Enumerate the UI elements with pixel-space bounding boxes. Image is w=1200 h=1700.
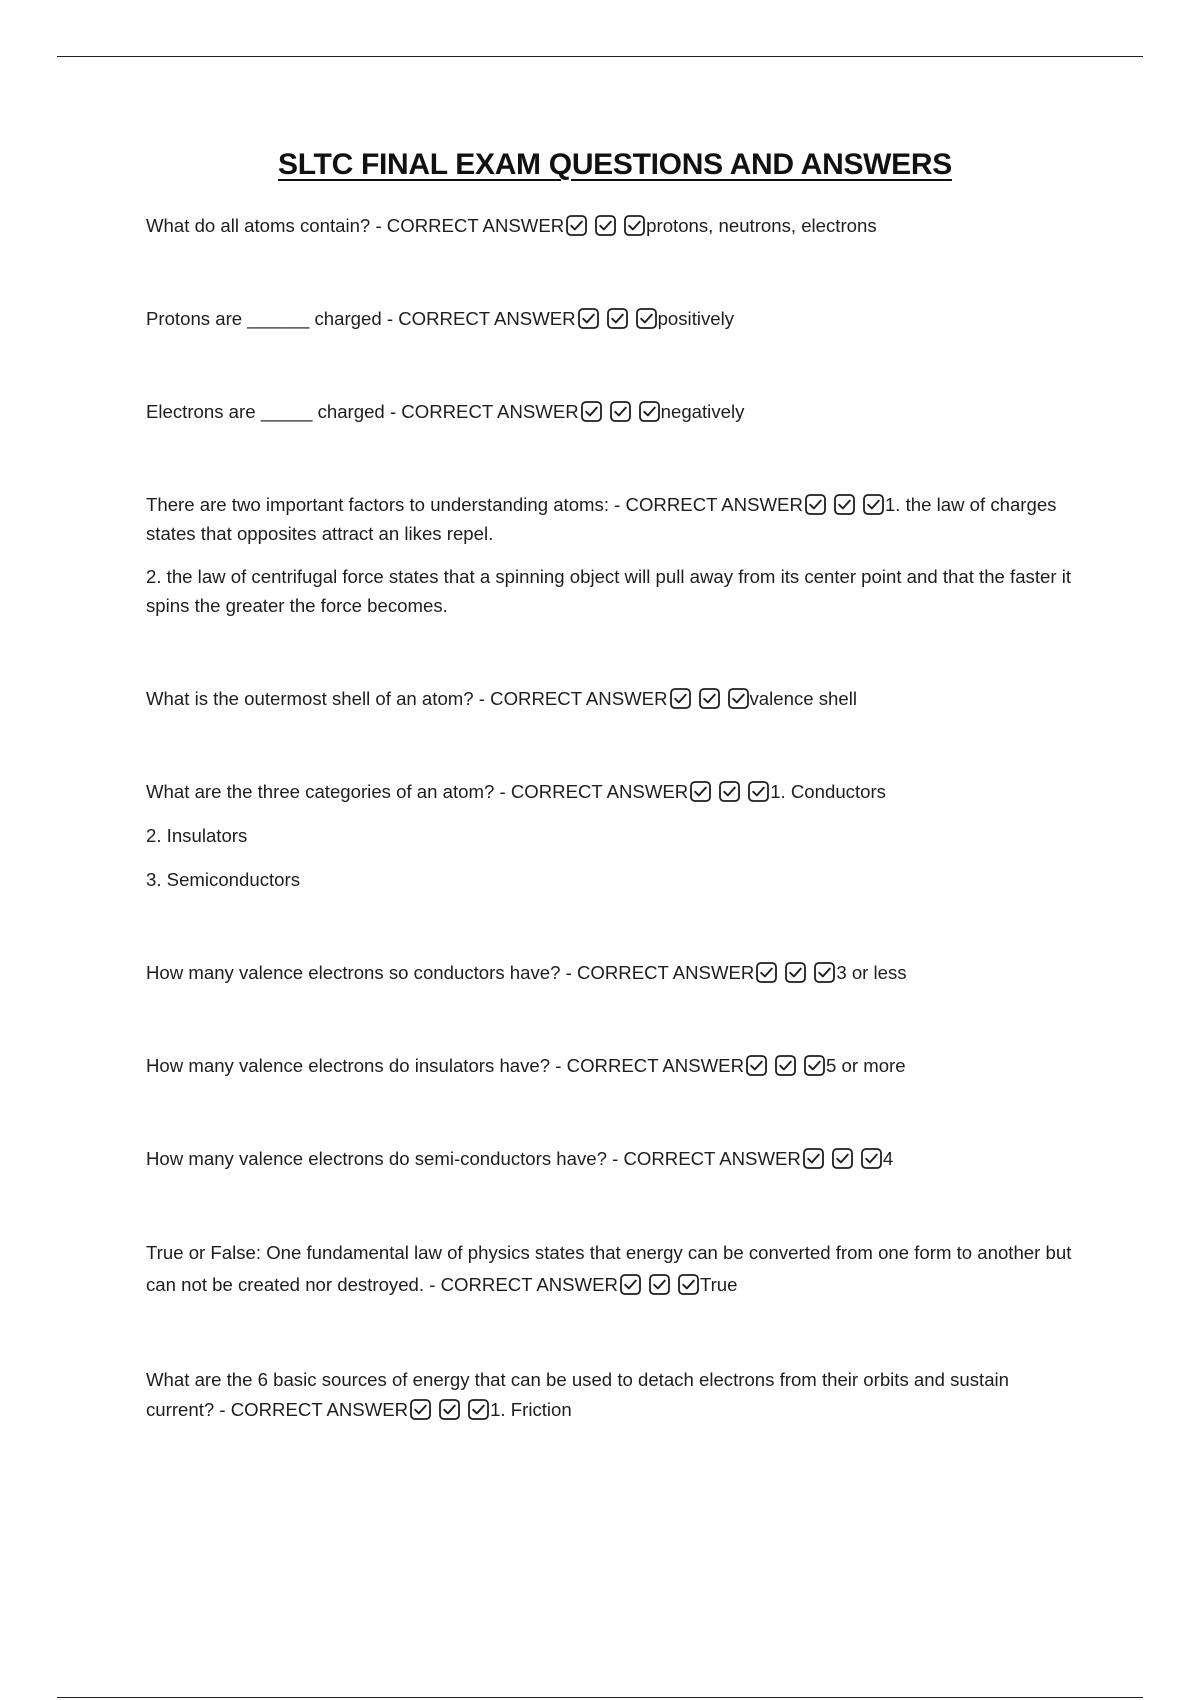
answer-text: positively [657, 308, 735, 329]
qa-line [146, 958, 1076, 987]
answer-text: 4 [882, 1148, 894, 1169]
answer-marker: - CORRECT ANSWER [550, 1055, 744, 1076]
checkbox-checked-icon [863, 494, 884, 515]
answer-marker: - CORRECT ANSWER [606, 1148, 801, 1169]
qa-entry [146, 684, 1076, 713]
checkbox-checked-icon [803, 1148, 824, 1169]
checkbox-checked-icon [636, 308, 657, 329]
checkbox-checked-icon [639, 401, 660, 422]
check-marks [756, 962, 835, 983]
question-text: What is the outermost shell of an atom? [146, 688, 474, 709]
qa-entry [146, 1365, 1076, 1425]
answer-text: 1. the law of charges states that opposites attract an likes repel. [146, 494, 1057, 544]
check-marks [803, 1148, 882, 1169]
question-text: How many valence electrons do insulators have? [146, 1055, 551, 1076]
checkbox-checked-icon [805, 494, 826, 515]
checkbox-checked-icon [578, 308, 599, 329]
checkbox-checked-icon [439, 1399, 460, 1420]
question-text: How many valence electrons do semi-conductors have? [146, 1148, 607, 1169]
qa-line [146, 1051, 1076, 1080]
footer-rule [57, 1697, 1143, 1698]
checkbox-checked-icon [610, 401, 631, 422]
header-rule [57, 56, 1143, 57]
checkbox-checked-icon [410, 1399, 431, 1420]
answer-marker: - CORRECT ANSWER [609, 494, 803, 515]
qa-entry [146, 304, 1076, 333]
qa-entry [146, 1144, 1076, 1173]
qa-line [146, 211, 1076, 240]
question-text: What are the three categories of an atom? [146, 781, 495, 802]
answer-marker: - CORRECT ANSWER [381, 308, 576, 329]
checkbox-checked-icon [595, 215, 616, 236]
answer-marker: - CORRECT ANSWER [214, 1399, 409, 1420]
qa-line [146, 777, 1076, 806]
question-text: What are the 6 basic sources of energy that can be used to detach electrons from their orbits and sustain current? [146, 1369, 1010, 1420]
qa-entry [146, 1237, 1076, 1301]
check-marks [670, 688, 749, 709]
checkbox-checked-icon [785, 962, 806, 983]
answer-text: 1. Conductors [770, 781, 886, 802]
checkbox-checked-icon [746, 1055, 767, 1076]
qa-line [146, 304, 1076, 333]
checkbox-checked-icon [832, 1148, 853, 1169]
checkbox-checked-icon [775, 1055, 796, 1076]
checkbox-checked-icon [581, 401, 602, 422]
question-text: What do all atoms contain? [146, 215, 371, 236]
check-marks [410, 1399, 489, 1420]
answer-text: 1. Friction [490, 1399, 572, 1420]
answer-marker: - CORRECT ANSWER [370, 215, 565, 236]
question-text: How many valence electrons so conductors have? [146, 962, 561, 983]
checkbox-checked-icon [607, 308, 628, 329]
checkbox-checked-icon [748, 781, 769, 802]
answer-list-item: 2. Insulators [146, 825, 248, 846]
qa-entry [146, 777, 1076, 894]
checkbox-checked-icon [728, 688, 749, 709]
checkbox-checked-icon [624, 215, 645, 236]
check-marks [805, 494, 884, 515]
checkbox-checked-icon [756, 962, 777, 983]
answer-text: valence shell [749, 688, 857, 709]
qa-entry [146, 211, 1076, 240]
answer-marker: - CORRECT ANSWER [384, 401, 579, 422]
qa-line [146, 1365, 1076, 1425]
qa-entry [146, 958, 1076, 987]
answer-marker: - CORRECT ANSWER [560, 962, 755, 983]
checkbox-checked-icon [649, 1274, 670, 1295]
checkbox-checked-icon [804, 1055, 825, 1076]
checkbox-checked-icon [690, 781, 711, 802]
qa-line [146, 1144, 1076, 1173]
checkbox-checked-icon [814, 962, 835, 983]
checkbox-checked-icon [566, 215, 587, 236]
check-marks [581, 401, 660, 422]
qa-entry [146, 490, 1076, 620]
qa-line [146, 397, 1076, 426]
checkbox-checked-icon [468, 1399, 489, 1420]
answer-marker: - CORRECT ANSWER [424, 1274, 618, 1295]
qa-list [146, 211, 1076, 1489]
answer-text: 3 or less [836, 962, 907, 983]
check-marks [578, 308, 657, 329]
answer-text: 5 or more [826, 1055, 906, 1076]
answer-marker: - CORRECT ANSWER [473, 688, 668, 709]
qa-line [146, 490, 1076, 548]
qa-line [146, 684, 1076, 713]
check-marks [690, 781, 769, 802]
check-marks [620, 1274, 699, 1295]
answer-continuation: 2. the law of centrifugal force states that a spinning object will pull away from its center point and that the faster it spins the greater the force becomes. [146, 566, 1072, 616]
qa-line [146, 1237, 1076, 1301]
checkbox-checked-icon [699, 688, 720, 709]
checkbox-checked-icon [834, 494, 855, 515]
document-title: SLTC FINAL EXAM QUESTIONS AND ANSWERS [278, 148, 952, 181]
qa-entry [146, 397, 1076, 426]
answer-text: True [699, 1274, 738, 1295]
check-marks [566, 215, 645, 236]
check-marks [746, 1055, 825, 1076]
qa-entry [146, 1051, 1076, 1080]
checkbox-checked-icon [670, 688, 691, 709]
checkbox-checked-icon [678, 1274, 699, 1295]
question-text: Protons are ______ charged [146, 308, 382, 329]
question-text: There are two important factors to understanding atoms: [146, 494, 610, 515]
question-text: True or False: One fundamental law of physics states that energy can be converted from one form to another but can not be created nor destroyed. [146, 1242, 1072, 1295]
question-text: Electrons are _____ charged [146, 401, 385, 422]
checkbox-checked-icon [719, 781, 740, 802]
answer-text: protons, neutrons, electrons [646, 215, 877, 236]
checkbox-checked-icon [861, 1148, 882, 1169]
answer-list-item: 3. Semiconductors [146, 869, 300, 890]
answer-marker: - CORRECT ANSWER [494, 781, 689, 802]
answer-text: negatively [660, 401, 745, 422]
checkbox-checked-icon [620, 1274, 641, 1295]
